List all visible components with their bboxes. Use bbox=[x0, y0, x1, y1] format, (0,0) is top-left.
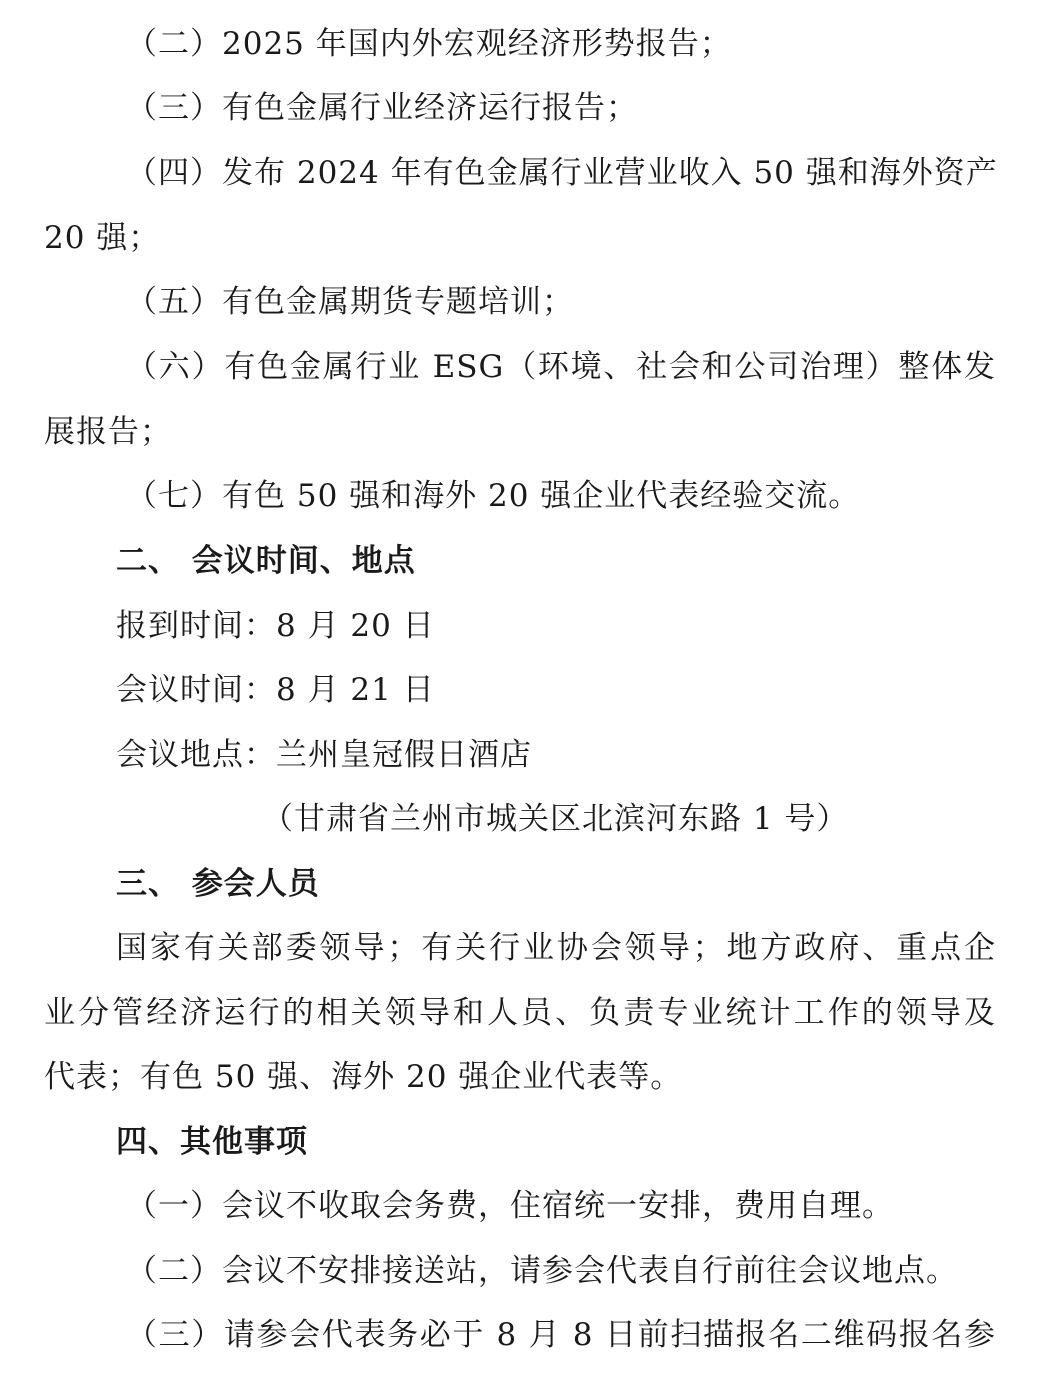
meeting-time: 会议时间：8 月 21 日 bbox=[116, 672, 435, 708]
other-item-1: （一）会议不收取会务费，住宿统一安排，费用自理。 bbox=[126, 1188, 894, 1224]
attendees-line-1: 国家有关部委领导；有关行业协会领导；地方政府、重点企 bbox=[116, 930, 996, 966]
list-item-3: （三）有色金属行业经济运行报告； bbox=[126, 90, 638, 126]
list-item-4-line-1: （四）发布 2024 年有色金属行业营业收入 50 强和海外资产 bbox=[126, 155, 998, 191]
venue-address: （甘肃省兰州市城关区北滨河东路 1 号） bbox=[262, 801, 849, 837]
meeting-venue: 会议地点：兰州皇冠假日酒店 bbox=[116, 737, 532, 773]
list-item-7: （七）有色 50 强和海外 20 强企业代表经验交流。 bbox=[126, 478, 861, 514]
other-item-3: （三）请参会代表务必于 8 月 8 日前扫描报名二维码报名参 bbox=[126, 1317, 996, 1353]
other-item-2: （二）会议不安排接送站，请参会代表自行前往会议地点。 bbox=[126, 1253, 958, 1289]
list-item-6-line-1: （六）有色金属行业 ESG（环境、社会和公司治理）整体发 bbox=[126, 349, 996, 385]
section-heading-other-matters: 四、其他事项 bbox=[116, 1124, 308, 1160]
list-item-4-line-2: 20 强； bbox=[44, 220, 161, 256]
list-item-5: （五）有色金属期货专题培训； bbox=[126, 284, 574, 320]
list-item-6-line-2: 展报告； bbox=[44, 414, 172, 450]
section-heading-attendees: 三、 参会人员 bbox=[116, 866, 320, 902]
list-item-2: （二）2025 年国内外宏观经济形势报告； bbox=[126, 26, 732, 62]
attendees-line-3: 代表；有色 50 强、海外 20 强企业代表等。 bbox=[44, 1059, 683, 1095]
attendees-line-2: 业分管经济运行的相关领导和人员、负责专业统计工作的领导及 bbox=[44, 995, 996, 1031]
checkin-time: 报到时间：8 月 20 日 bbox=[116, 608, 435, 644]
section-heading-time-venue: 二、 会议时间、地点 bbox=[116, 543, 416, 579]
